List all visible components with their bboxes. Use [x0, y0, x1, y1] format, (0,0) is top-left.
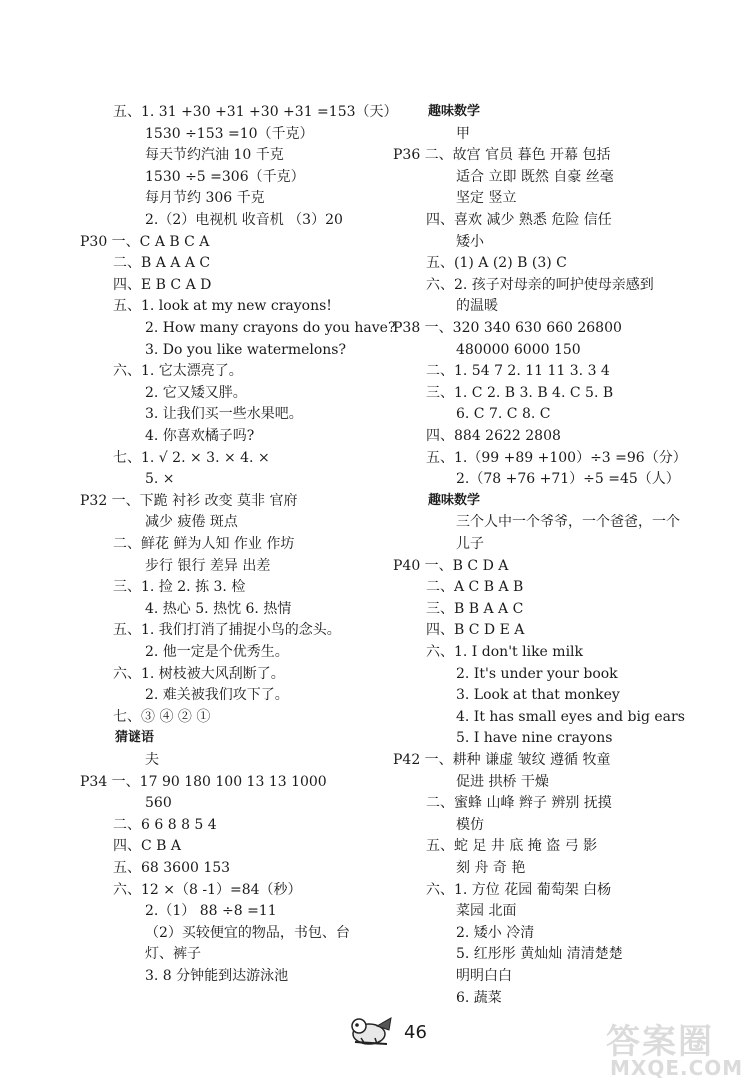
right-line: 适合 立即 既然 自豪 丝毫 — [456, 168, 614, 185]
left-line: 3. 8 分钟能到达游泳池 — [145, 968, 289, 984]
right-line: 甲 — [456, 125, 470, 142]
right-line: 二、1. 54 7 2. 11 11 3. 3 4 — [426, 363, 610, 380]
left-line: 减少 疲倦 斑点 — [145, 514, 238, 531]
right-line: 三、B B A A C — [426, 600, 524, 617]
right-line: 二、A C B A B — [426, 579, 524, 596]
left-line: 三、1. 捡 2. 拣 3. 检 — [113, 579, 246, 596]
mascot-icon — [347, 1012, 397, 1048]
watermark-line2: MXQE.COM — [610, 1056, 744, 1080]
right-line: 模仿 — [456, 816, 484, 833]
right-line: 2.（78 +76 +71）÷5 =45（人） — [456, 471, 680, 488]
left-line: 夫 — [145, 752, 159, 768]
right-line: P42 一、耕种 谦虚 皱纹 遵循 牧童 — [393, 752, 611, 768]
right-line: 六、2. 孩子对母亲的呵护使母亲感到 — [426, 276, 654, 293]
left-line: 2. 他一定是个优秀生。 — [145, 644, 289, 660]
left-line: P34 一、17 90 180 100 13 13 1000 — [80, 773, 327, 790]
right-line: 6. C 7. C 8. C — [456, 406, 551, 423]
left-line: 4. 热心 5. 热忱 6. 热情 — [145, 600, 292, 617]
right-line: 3. Look at that monkey — [456, 687, 620, 704]
right-line: 五、1.（99 +89 +100）÷3 =96（分） — [426, 449, 687, 466]
right-line: 4. It has small eyes and big ears — [456, 708, 685, 725]
left-line: 二、B A A A C — [113, 255, 211, 272]
right-line: 5. 红彤彤 黄灿灿 清清楚楚 — [456, 946, 623, 963]
left-line: P30 一、C A B C A — [80, 233, 210, 250]
left-line: 3. 让我们买一些水果吧。 — [145, 406, 303, 423]
right-line: 480000 6000 150 — [456, 341, 581, 358]
left-line: 2. How many crayons do you have? — [145, 320, 396, 336]
right-line: 6. 蔬菜 — [456, 989, 502, 1006]
right-line: 五、(1) A (2) B (3) C — [426, 255, 567, 272]
left-line: 猜谜语 — [115, 730, 155, 746]
left-line: 560 — [145, 795, 172, 812]
right-line: 趣味数学 — [428, 104, 481, 119]
left-line: 五、1. 我们打消了捕捉小鸟的念头。 — [113, 622, 341, 639]
left-line: P32 一、下跪 衬衫 改变 莫非 官府 — [80, 492, 298, 509]
left-line: 每月节约 306 千克 — [145, 190, 265, 207]
left-line: 七、③ ④ ② ① — [113, 708, 211, 725]
right-line: 5. I have nine crayons — [456, 730, 613, 747]
left-line: 五、68 3600 153 — [113, 860, 231, 876]
right-line: 六、1. I don't like milk — [426, 644, 584, 660]
left-line: 六、1. 树枝被大风刮断了。 — [113, 665, 285, 682]
left-line: 七、1. √ 2. × 3. × 4. × — [113, 449, 270, 466]
left-line: 步行 银行 差异 出差 — [145, 557, 271, 574]
right-line: 菜园 北面 — [456, 903, 517, 920]
left-line: 2.（1） 88 ÷8 =11 — [145, 903, 277, 920]
left-line: （2）买较便宜的物品，书包、台 — [145, 924, 350, 941]
right-line: 儿子 — [456, 536, 484, 552]
right-line: 二、蜜蜂 山峰 辫子 辨别 抚摸 — [426, 795, 612, 812]
right-line: 三个人中一个爷爷，一个爸爸，一个 — [456, 514, 680, 531]
right-line: 五、蛇 足 井 底 掩 盗 弓 影 — [426, 838, 598, 855]
right-line: P38 一、320 340 630 660 26800 — [393, 320, 622, 336]
left-line: 二、6 6 8 8 5 4 — [113, 816, 217, 833]
right-line: 明明白白 — [456, 968, 512, 984]
left-line: 灯、裤子 — [145, 946, 201, 963]
left-line: 五、1. 31 +30 +31 +30 +31 =153（天） — [113, 104, 398, 120]
right-line: P40 一、B C D A — [393, 557, 509, 574]
left-line: 2.（2）电视机 收音机 （3）20 — [145, 212, 343, 228]
right-line: 六、1. 方位 花园 葡萄架 白杨 — [426, 881, 612, 898]
right-line: 趣味数学 — [428, 492, 481, 508]
left-line: 2. 它又矮又胖。 — [145, 384, 247, 401]
left-line: 1530 ÷153 =10（千克） — [145, 125, 314, 142]
right-line: 四、884 2622 2808 — [426, 428, 561, 444]
left-line: 2. 难关被我们攻下了。 — [145, 687, 289, 704]
right-line: 的温暖 — [456, 298, 498, 315]
left-line: 六、12 ×（8 -1）=84（秒） — [113, 881, 302, 898]
left-line: 四、C B A — [113, 838, 182, 855]
right-line: 坚定 竖立 — [456, 190, 517, 207]
left-line: 六、1. 它太漂亮了。 — [113, 363, 243, 380]
left-line: 二、鲜花 鲜为人知 作业 作坊 — [113, 536, 295, 552]
left-line: 5. × — [145, 471, 175, 488]
page-number: 46 — [404, 1022, 427, 1043]
left-line: 3. Do you like watermelons? — [145, 341, 346, 358]
left-line: 4. 你喜欢橘子吗? — [145, 428, 255, 444]
left-line: 1530 ÷5 =306（千克） — [145, 168, 305, 185]
watermark-logo — [596, 1006, 744, 1086]
right-line: 刻 舟 奇 艳 — [456, 860, 526, 876]
right-line: 促进 拱桥 干燥 — [456, 773, 549, 790]
left-line: 五、1. look at my new crayons! — [113, 298, 332, 315]
right-line: P36 二、故宫 官员 暮色 开幕 包括 — [393, 147, 611, 164]
watermark-line1: 答案圈 — [606, 1022, 714, 1062]
right-line: 三、1. C 2. B 3. B 4. C 5. B — [426, 384, 614, 401]
right-line: 2. 矮小 冷清 — [456, 924, 535, 941]
left-line: 每天节约汽油 10 千克 — [145, 147, 284, 164]
right-line: 四、喜欢 减少 熟悉 危险 信任 — [426, 212, 612, 228]
right-line: 2. It's under your book — [456, 665, 618, 682]
right-line: 四、B C D E A — [426, 622, 525, 639]
left-line: 四、E B C A D — [113, 276, 212, 293]
right-line: 矮小 — [456, 233, 484, 250]
